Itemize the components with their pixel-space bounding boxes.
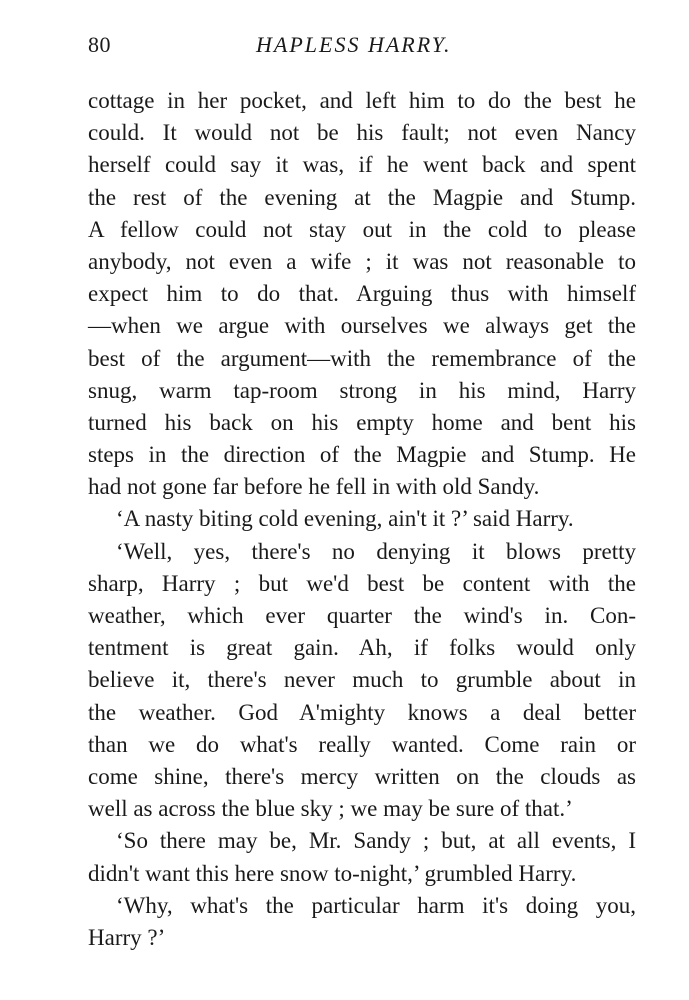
running-title: HAPLESS HARRY. <box>256 32 452 57</box>
page-number: 80 <box>88 32 111 57</box>
text-line: snug, warm tap-room strong in his mind, Harry <box>88 377 636 403</box>
text-line: well as across the blue sky ; we may be sure of that.’ <box>88 796 573 822</box>
text-line: than we do what's really wanted. Come rain or <box>88 731 636 757</box>
text-line: had not gone far before he fell in with old Sandy. <box>88 474 540 500</box>
text-line: sharp, Harry ; but we'd best be content with the <box>88 570 636 596</box>
text-line: steps in the direction of the Magpie and Stump. He <box>88 442 636 468</box>
text-line: expect him to do that. Arguing thus with himself <box>88 281 636 307</box>
text-line: best of the argument—with the remembrance of the <box>88 345 636 371</box>
text-line: come shine, there's mercy written on the clouds as <box>88 763 636 789</box>
text-line: believe it, there's never much to grumble about in <box>88 667 636 693</box>
text-line: didn't want this here snow to-night,’ grumbled Harry. <box>88 860 577 886</box>
text-line: ‘A nasty biting cold evening, ain't it ?’ said Harry. <box>116 506 574 532</box>
text-line: the weather. God A'mighty knows a deal better <box>88 699 636 725</box>
text-line: ‘So there may be, Mr. Sandy ; but, at all events, I <box>116 828 636 854</box>
text-line: tentment is great gain. Ah, if folks would only <box>88 635 636 661</box>
text-line: the rest of the evening at the Magpie and Stump. <box>88 184 636 210</box>
running-head <box>88 32 636 62</box>
body-text <box>88 85 636 954</box>
text-line: —when we argue with ourselves we always get the <box>88 313 636 339</box>
text-line: cottage in her pocket, and left him to do the best he <box>88 88 636 113</box>
text-line: ‘Why, what's the particular harm it's doing you, <box>116 892 636 918</box>
text-line: could. It would not be his fault; not even Nancy <box>88 120 636 146</box>
text-line: herself could say it was, if he went back and spent <box>88 152 636 178</box>
text-line: A fellow could not stay out in the cold to please <box>88 216 636 242</box>
text-line: Harry ?’ <box>88 924 166 950</box>
text-line: weather, which ever quarter the wind's in. Con- <box>88 603 636 628</box>
text-line: turned his back on his empty home and bent his <box>88 409 636 435</box>
text-line: anybody, not even a wife ; it was not reasonable to <box>88 248 636 274</box>
text-line: ‘Well, yes, there's no denying it blows pretty <box>116 538 636 564</box>
